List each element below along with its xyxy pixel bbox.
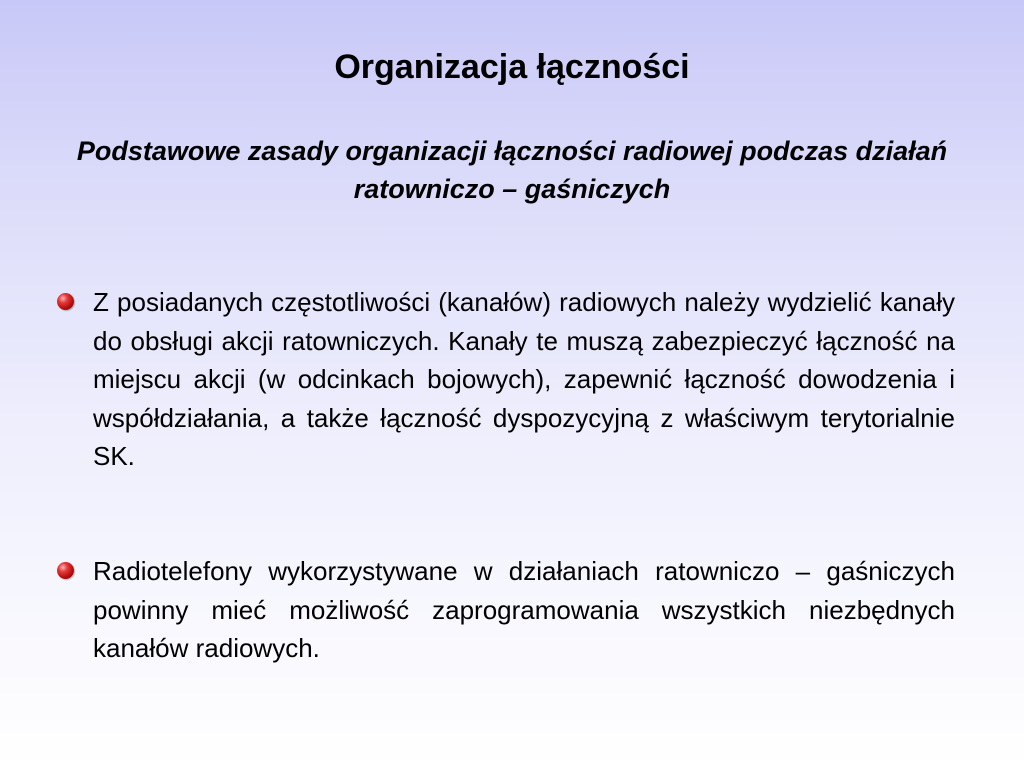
bullet-text: Z posiadanych częstotliwości (kanałów) radiowych należy wydzielić kanały do obsługi akcji ratowniczych. Kanały te muszą zabezpieczyć łączność na miejscu akcji (w odcinkach bojowych), zapewnić łączność dowodzenia i współdziałania, a także łączność dyspozycyjną z właściwym terytorialnie SK. [93,287,955,471]
bullet-item-frequencies [93,283,955,476]
red-sphere-bullet-icon [57,562,74,579]
bullet-item-radiotelephones [93,552,955,668]
slide-title: Organizacja łączności [334,48,690,86]
bullet-text: Radiotelefony wykorzystywane w działaniach ratowniczo – gaśniczych powinny mieć możliwość zaprogramowania wszystkich niezbędnych kanałów radiowych. [93,556,955,663]
red-sphere-bullet-icon [57,293,74,310]
slide-subtitle: Podstawowe zasady organizacji łączności radiowej podczas działań ratowniczo – gaśniczych [76,136,948,204]
